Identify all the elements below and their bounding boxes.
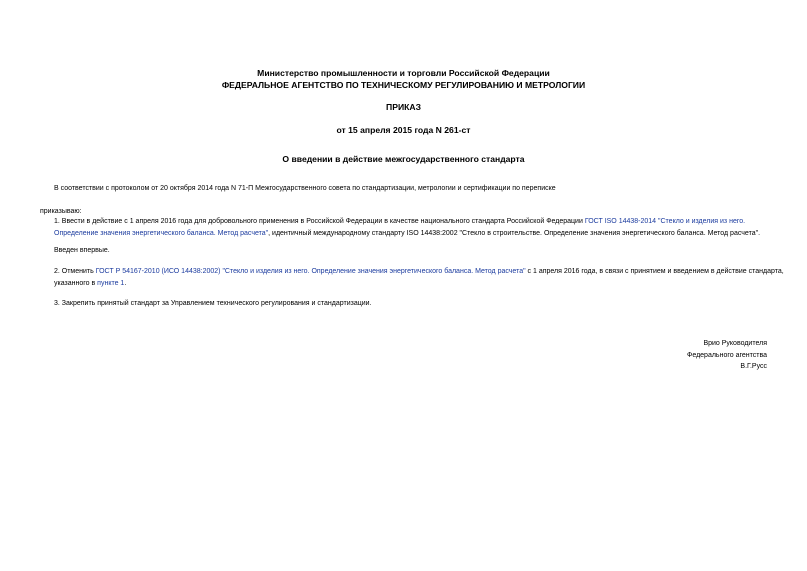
item-3-paragraph: 3. Закрепить принятый стандарт за Управлением технического регулирования и стандартизации.	[54, 300, 372, 307]
item-1-text-start: 1. Ввести в действие с 1 апреля 2016 года для добровольного применения в Российской Федерации в качестве национального стандарта Российской Федерации	[54, 218, 585, 225]
item-1-text-end: , идентичный международному стандарту ISO 14438:2002 "Стекло в строительстве. Определение значения энергетического баланса. Метод расчета".	[268, 229, 761, 237]
document-title: О введении в действие межгосударственного стандарта	[282, 154, 525, 164]
gost-iso-14438-link[interactable]: ГОСТ ISO 14438-2014 "Стекло и изделия из него. Определение значения энергетического баланса. Метод расчета"	[54, 218, 746, 237]
item-2-text-start: 2. Отменить	[54, 268, 96, 275]
decree-word: приказываю:	[40, 208, 82, 215]
item-1-reference-link[interactable]: пункте 1	[97, 279, 125, 287]
item-1-paragraph	[40, 216, 786, 239]
signature-block	[687, 338, 767, 373]
item-2-text-middle: с 1 апреля 2016 года, в связи с принятием и введением в действие стандарта, указанного в	[54, 268, 784, 287]
item-2-text-end: .	[124, 279, 127, 287]
order-heading: ПРИКАЗ	[386, 102, 421, 112]
preamble-paragraph: В соответствии с протоколом от 20 октября 2014 года N 71-П Межгосударственного совета по стандартизации, метрологии и сертификации по переписке	[54, 185, 556, 192]
gost-r-54167-link[interactable]: ГОСТ Р 54167-2010 (ИСО 14438:2002) "Стекло и изделия из него. Определение значения энергетического баланса. Метод расчета"	[95, 268, 526, 275]
first-time-note: Введен впервые.	[54, 247, 110, 254]
order-date: от 15 апреля 2015 года N 261-ст	[336, 125, 471, 135]
signature-position: Врио Руководителя	[703, 340, 767, 347]
ministry-name: Министерство промышленности и торговли Российской Федерации	[257, 68, 550, 78]
signature-name: В.Г.Русс	[740, 363, 767, 370]
signature-organization: Федерального агентства	[687, 351, 767, 359]
agency-name: ФЕДЕРАЛЬНОЕ АГЕНТСТВО ПО ТЕХНИЧЕСКОМУ РЕГУЛИРОВАНИЮ И МЕТРОЛОГИИ	[221, 80, 586, 90]
item-2-paragraph	[40, 266, 786, 289]
